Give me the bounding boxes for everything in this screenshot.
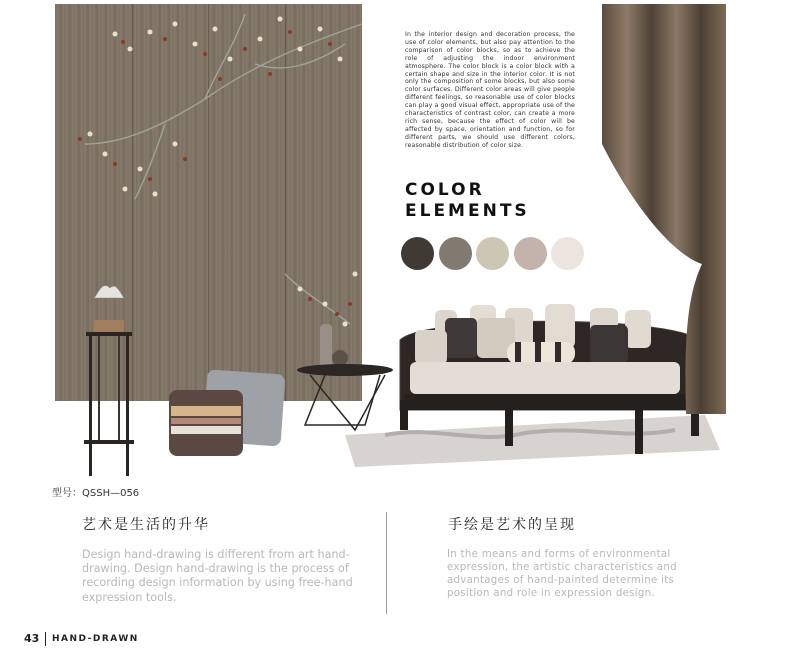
color-swatch: [514, 237, 547, 270]
curtain-illustration: [602, 4, 726, 414]
color-swatch: [439, 237, 472, 270]
side-table-illustration: [80, 280, 140, 480]
color-swatch: [476, 237, 509, 270]
left-heading: 艺术是生活的升华: [82, 517, 210, 533]
body-text: In the interior design and decoration process, the use of color elements, but also pay attention to the comparison of color blocks, so as to achieve the role of adjusting the indoor environment atmosphere. The color block is a color block with a certain shape and size in the interior color. It is not only the composition of some blocks, but also some color surfaces. Different color areas will give people different feelings, so reasonable use of color blocks can play a good visual effect, appropriate use of the characteristics of contrast color, can create a more rich sense, because the effect of color will be affected by space, orientation and function, so for different parts, we should use different colors, reasonable distribution of color size.: [405, 31, 576, 149]
title-line-1: COLOR: [405, 180, 485, 200]
page-divider: [45, 632, 46, 646]
right-paragraph: In the means and forms of environmental expression, the artistic characteristics and advantages of hand-painted determine its position and role in expression design.: [447, 549, 677, 599]
right-heading: 手绘是艺术的呈现: [448, 517, 576, 533]
left-paragraph: Design hand-drawing is different from art hand-drawing. Design hand-drawing is the process of recording design information by using free-hand expression tools.: [82, 548, 353, 604]
page-number: 43: [24, 632, 40, 645]
model-number: 型号：QSSH—056: [52, 488, 140, 499]
title-line-2: ELEMENTS: [405, 201, 530, 221]
color-swatch: [551, 237, 584, 270]
divider: [386, 512, 387, 614]
color-swatch: [401, 237, 434, 270]
page-label: HAND-DRAWN: [52, 634, 139, 644]
floor-cushions-illustration: [165, 370, 290, 460]
page-title: [405, 180, 530, 222]
